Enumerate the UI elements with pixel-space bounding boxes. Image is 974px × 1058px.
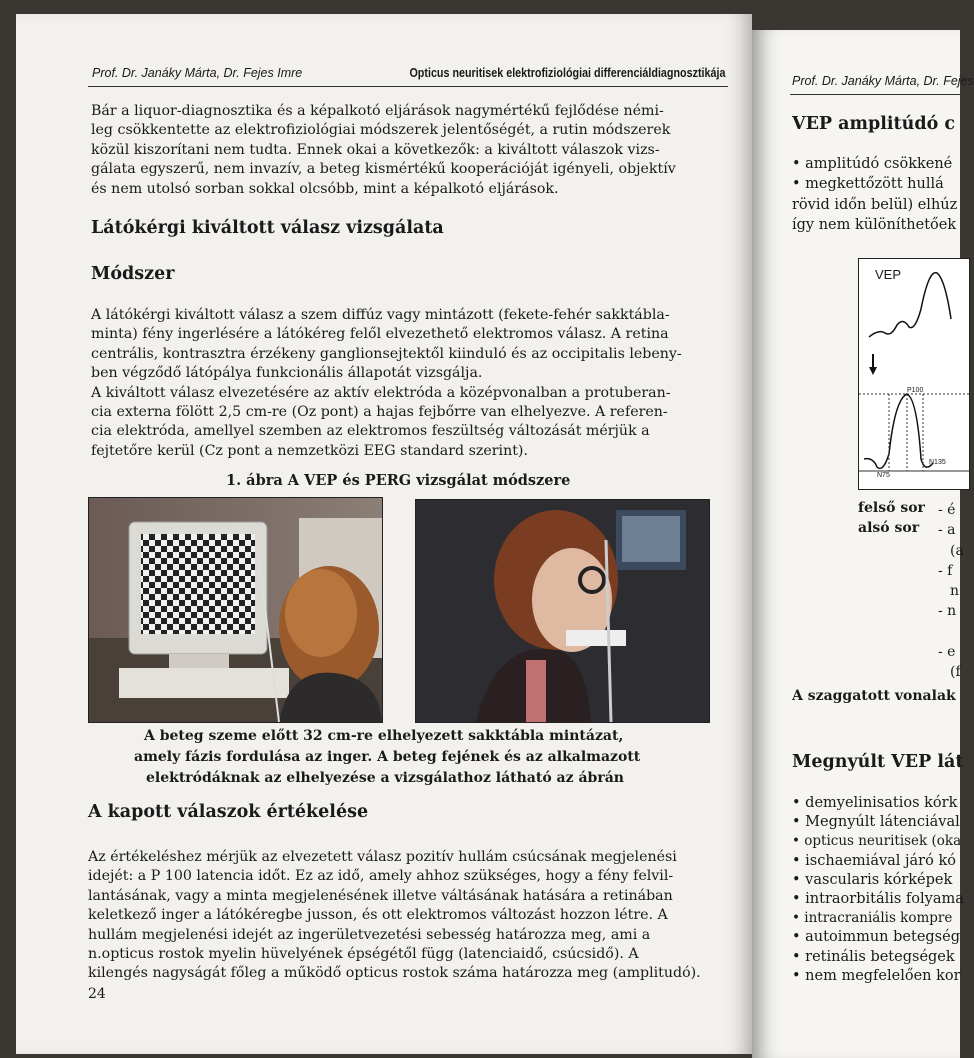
right-bullets: [792, 154, 957, 236]
header-authors: Prof. Dr. Janáky Márta, Dr. Fejes Imre: [92, 66, 303, 80]
method-line: A kiváltott válasz elvezetésére az aktív elektróda a középvonalban a protuberan-: [91, 384, 671, 401]
photo-monitor-illustration: [89, 498, 382, 722]
photo-patient-illustration: [416, 500, 709, 722]
right-header-authors: Prof. Dr. Janáky Márta, Dr. Fejes: [792, 74, 974, 88]
intro-paragraph: [91, 102, 676, 199]
legend-upper-row: felső sor: [858, 500, 925, 516]
legend-column: [938, 500, 964, 682]
legend-fragment: n: [950, 583, 960, 600]
list-item: • nem megfelelően kor: [792, 967, 961, 984]
list-item: • ischaemiával járó kó: [792, 852, 956, 869]
legend-fragment: - n: [938, 603, 957, 620]
right-page: [752, 30, 974, 1058]
method-line: cia externa fölött 2,5 cm-re (Oz pont) a hajas fejbőrre van elhelyezve. A referen-: [91, 404, 668, 421]
eval-line: n.opticus rostok myelin hüvelyének épségétől függ (latenciaidő, csúcsidő). A: [88, 946, 639, 963]
right-bullet-line: • amplitúdó csökkené: [792, 156, 953, 172]
figure-caption-line: amely fázis fordulása az inger. A beteg fejének és az alkalmazott: [134, 749, 641, 765]
legend-lower-row: alsó sor: [858, 520, 920, 536]
list-item: • retinális betegségek: [792, 948, 955, 965]
right-section-title: VEP amplitúdó c: [792, 114, 956, 134]
legend-fragment: - f: [938, 562, 953, 579]
method-line: fejtetőre kerül (Cz pont a nemzetközi EEG standard szerint).: [91, 442, 528, 459]
list-item: • demyelinisatios kórk: [792, 795, 958, 811]
header-title: Opticus neuritisek elektrofiziológiai differenciáldiagnosztikája: [408, 66, 725, 80]
vep-figure: [858, 258, 970, 490]
eval-line: keletkező inger a látókéregbe jusson, és ott elektromos változást hozzon létre. A: [88, 907, 668, 924]
list-item: • autoimmun betegség: [792, 929, 960, 946]
right-header-rule: [790, 94, 960, 95]
method-paragraph: [91, 306, 682, 461]
right-cause-list: [792, 794, 964, 986]
intro-line: és nem utolsó sorban sokkal olcsóbb, mint a képalkotó eljárások.: [91, 180, 559, 197]
intro-line: közül kiszorítani nem tudta. Ennek okai a következők: a kiváltott válaszok vizs-: [91, 141, 660, 158]
left-page: [16, 14, 752, 1054]
right-bullet-line: • megkettőzött hullá: [792, 176, 944, 193]
list-item: • vascularis kórképek: [792, 871, 953, 888]
right-section2-title: Megnyúlt VEP lát: [792, 752, 964, 772]
list-item: • opticus neuritisek (oka: [792, 833, 962, 850]
vep-label: VEP: [875, 267, 902, 282]
n75-label: N75: [877, 472, 890, 479]
section-title-vep: Látókérgi kiváltott válasz vizsgálata: [91, 218, 444, 238]
intro-line: Bár a liquor-diagnosztika és a képalkotó eljárások nagymértékű fejlődése némi-: [91, 103, 664, 119]
photo-patient-electrodes: [415, 499, 710, 723]
method-line: ben végződő látópálya funkcionális állapotát vizsgálja.: [91, 365, 483, 382]
method-line: minta) fény ingerlésére a látókéreg felől elvezethető elektromos válasz. A retina: [91, 326, 669, 343]
intro-line: leg csökkentette az elektrofiziológiai módszerek jelentőségét, a rutin módszerek: [91, 122, 671, 139]
dashed-lines-note: A szaggatott vonalak: [792, 688, 956, 704]
eval-line: Az értékeléshez mérjük az elvezetett válasz pozitív hullám csúcsának megjelenési: [88, 849, 677, 865]
n135-label: N135: [929, 459, 946, 466]
legend-fragment: - é: [938, 502, 956, 518]
method-line: cia elektróda, amellyel szemben az elektromos feszültség változását mérjük a: [91, 423, 650, 440]
photo-monitor-checkerboard: [88, 497, 383, 723]
legend-fragment: - e: [938, 643, 956, 660]
list-item: • intraorbitális folyama: [792, 891, 964, 908]
method-line: centrális, kontrasztra érzékeny ganglionsejtektől kiinduló és az occipitalis lebeny-: [91, 345, 682, 362]
page-number: 24: [88, 986, 106, 1002]
header-rule: [88, 86, 728, 87]
section-title-evaluation: A kapott válaszok értékelése: [88, 802, 369, 822]
subsection-title-method: Módszer: [91, 264, 175, 284]
right-bullet-line: rövid időn belül) elhúz: [792, 196, 958, 213]
method-line: A látókérgi kiváltott válasz a szem diffúz vagy mintázott (fekete-fehér sakktábla-: [91, 307, 670, 323]
legend-fragment: (a: [950, 542, 964, 559]
p100-label: P100: [907, 387, 924, 394]
legend-fragment: - a: [938, 522, 956, 539]
figure-caption-line: A beteg szeme előtt 32 cm-re elhelyezett sakktábla mintázat,: [144, 728, 624, 744]
eval-line: kilengés nagyságát főleg a működő opticus rostok száma határozza meg (amplitudó).: [88, 965, 701, 982]
list-item: • Megnyúlt látenciával: [792, 814, 960, 831]
eval-line: lantásának, vagy a minta megjelenésének illetve váltásának hatására a retinában: [88, 887, 673, 904]
evaluation-paragraph: [88, 848, 701, 984]
figure-title: 1. ábra A VEP és PERG vizsgálat módszere: [226, 472, 571, 489]
eval-line: hullám megjelenési idejét az ingerületvezetési sebesség határozza meg, ami a: [88, 926, 651, 943]
list-item: • intracraniális kompre: [792, 910, 953, 927]
legend-fragment: (f: [950, 664, 961, 681]
figure-caption-line: elektródáknak az elhelyezése a vizsgálathoz látható az ábrán: [146, 770, 624, 786]
right-bullet-line: így nem különíthetőek: [792, 217, 957, 234]
eval-line: idejét: a P 100 latencia időt. Ez az idő, amely ahhoz szükséges, hogy a fény felvil-: [88, 868, 674, 885]
vep-waveform: [859, 259, 969, 489]
intro-line: gálata egyszerű, nem invazív, a beteg kismértékű kooperációját igényeli, objektív: [91, 161, 676, 178]
